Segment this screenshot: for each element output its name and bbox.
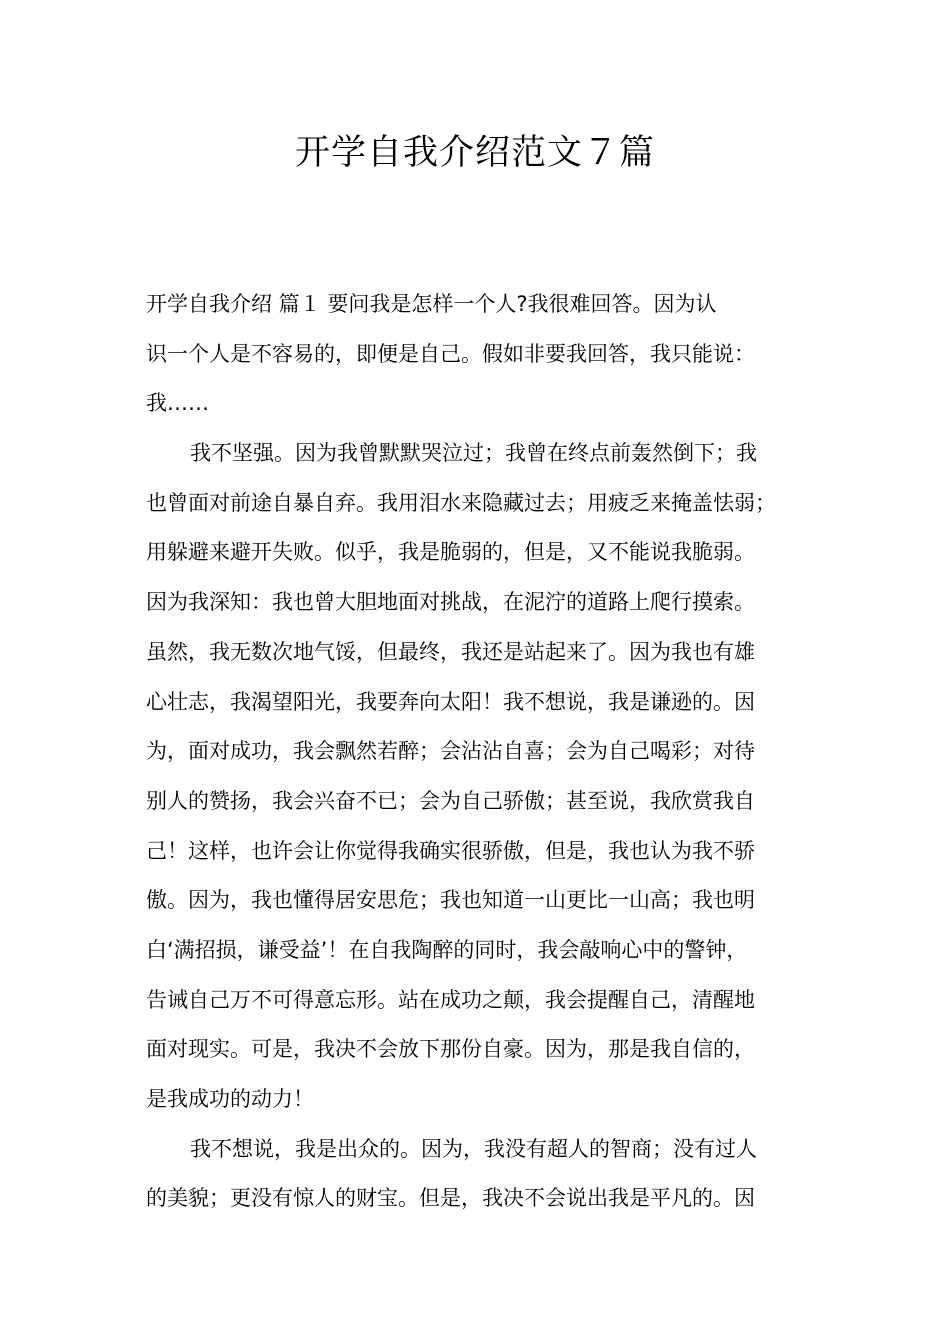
text-line: 虽然，我无数次地气馁，但最终，我还是站起来了。因为我也有雄 [146,639,755,664]
text-line: 是我成功的动力！ [146,1087,314,1111]
text-line: 开学自我介绍 篇１ 要问我是怎样一个人?我很难回答。因为认 [146,292,717,316]
text-line: 面对现实。可是，我决不会放下那份自豪。因为，那是我自信的， [146,1037,755,1062]
text-line: 我…… [146,391,209,416]
text-line: 也曾面对前途自暴自弃。我用泪水来隐藏过去；用疲乏来掩盖怯弱； [146,490,776,515]
text-line: 别人的赞扬，我会兴奋不已；会为自己骄傲；甚至说，我欣赏我自 [146,788,755,813]
text-line: 因为我深知：我也曾大胆地面对挑战，在泥泞的道路上爬行摸索。 [146,590,755,615]
text-line: 识一个人是不容易的，即便是自己。假如非要我回答，我只能说： [146,341,755,366]
text-line: 的美貌；更没有惊人的财宝。但是，我决不会说出我是平凡的。因 [146,1186,755,1211]
document-title: 开学自我介绍范文７篇 [294,133,655,173]
text-line: 白‘满招损，谦受益’！在自我陶醉的同时，我会敲响心中的警钟， [146,937,748,962]
text-line: 心壮志，我渴望阳光，我要奔向太阳！我不想说，我是谦逊的。因 [146,689,755,714]
text-line: 为，面对成功，我会飘然若醉；会沾沾自喜；会为自己喝彩；对待 [146,739,755,764]
text-line: 己！这样，也许会让你觉得我确实很骄傲，但是，我也认为我不骄 [146,838,755,863]
text-line: 傲。因为，我也懂得居安思危；我也知道一山更比一山高；我也明 [146,888,755,913]
document-body [146,280,826,1224]
text-line: 我不坚强。因为我曾默默哭泣过；我曾在终点前轰然倒下；我 [190,441,757,466]
text-line: 用躲避来避开失败。似乎，我是脆弱的，但是，又不能说我脆弱。 [146,540,755,565]
text-line: 告诫自己万不可得意忘形。站在成功之颠，我会提醒自己，清醒地 [146,987,755,1012]
text-line: 我不想说，我是出众的。因为，我没有超人的智商；没有过人 [190,1136,757,1161]
